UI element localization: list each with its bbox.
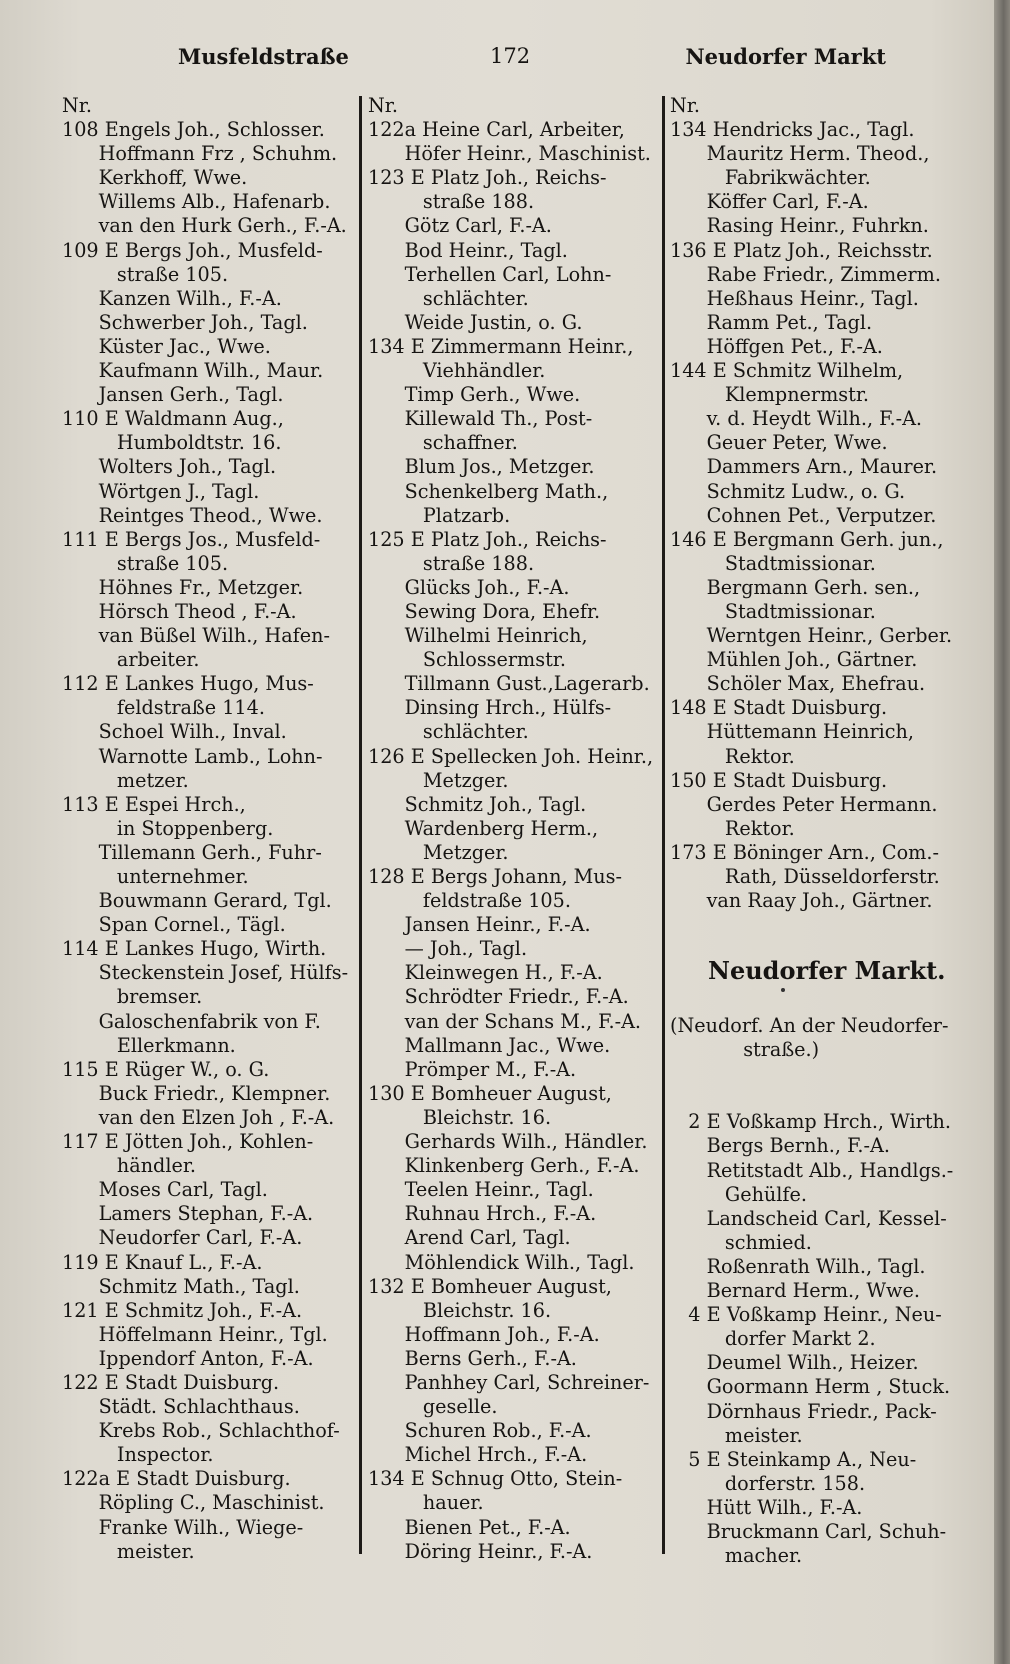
directory-line: 150 E Stadt Duisburg. [670,768,888,792]
directory-line: Rektor. [670,816,795,840]
directory-line: Killewald Th., Post- [368,407,593,431]
directory-line: van Büßel Wilh., Hafen- [62,624,330,648]
directory-line: Inspector. [62,1443,214,1467]
directory-line: Arend Carl, Tagl. [368,1226,571,1250]
directory-line: Nr. [62,94,92,117]
directory-line: Lamers Stephan, F.-A. [62,1202,314,1226]
directory-line: 128 E Bergs Johann, Mus- [368,865,622,888]
directory-line: Kleinwegen H., F.-A. [368,961,603,985]
directory-line: Rasing Heinr., Fuhrkn. [670,214,929,238]
section-line: Bruckmann Carl, Schuh- [670,1519,947,1543]
directory-line: 134 Hendricks Jac., Tagl. [670,118,915,142]
directory-line: 144 E Schmitz Wilhelm, [670,359,904,383]
header-street-left: Musfeldstraße [178,44,349,69]
section-line [670,1062,953,1086]
directory-line: Schwerber Joh., Tagl. [62,310,308,334]
directory-line: Fabrikwächter. [670,166,871,190]
directory-line: bremser. [62,985,203,1009]
directory-line: hauer. [368,1491,484,1515]
directory-line: Metzger. [368,768,509,792]
section-line: Dörnhaus Friedr., Pack- [670,1399,937,1423]
directory-line: Hoffmann Frz , Schuhm. [62,142,338,166]
directory-line: Steckenstein Josef, Hülfs- [62,961,349,985]
directory-line: 126 E Spellecken Joh. Heinr., [368,744,654,768]
directory-line: van der Schans M., F.-A. [368,1009,642,1033]
directory-line: Schenkelberg Math., [368,479,609,503]
directory-line: Gerhards Wilh., Händler. [368,1130,648,1154]
directory-line: Götz Carl, F.-A. [368,214,552,238]
directory-line: Blum Jos., Metzger. [368,455,595,479]
directory-line: Krebs Rob., Schlachthof- [62,1419,340,1443]
section-line: 4 E Voßkamp Heinr., Neu- [670,1303,942,1327]
section-line: Deumel Wilh., Heizer. [670,1351,919,1375]
directory-line: Bleichstr. 16. [368,1105,552,1129]
directory-line: 122 E Stadt Duisburg. [62,1370,280,1394]
directory-line: straße 105. [62,262,229,286]
directory-line: Panhhey Carl, Schreiner- [368,1370,650,1394]
directory-line: Bienen Pet., F.-A. [368,1515,571,1539]
directory-line: unternehmer. [62,865,249,888]
directory-line: Gerdes Peter Hermann. [670,792,938,816]
directory-line: Döring Heinr., F.-A. [368,1539,593,1563]
directory-line: Schmitz Ludw., o. G. [670,479,906,503]
directory-line: Ramm Pet., Tagl. [670,310,873,334]
directory-line: Klinkenberg Gerh., F.-A. [368,1154,640,1178]
directory-line: Geuer Peter, Wwe. [670,431,888,455]
directory-line: Werntgen Heinr., Gerber. [670,624,953,648]
section-line: meister. [670,1423,803,1447]
section-line: macher. [670,1544,803,1568]
directory-line: 114 E Lankes Hugo, Wirth. [62,937,327,961]
directory-line: Kaufmann Wilh., Maur. [62,359,324,383]
column-1 [62,94,352,1564]
directory-line: Bleichstr. 16. [368,1298,552,1322]
directory-line: 109 E Bergs Joh., Musfeld- [62,238,323,262]
directory-line: 146 E Bergmann Gerh. jun., [670,527,944,551]
directory-line: Ellerkmann. [62,1033,236,1057]
directory-line: Humboldtstr. 16. [62,431,282,455]
directory-line: 130 E Bomheuer August, [368,1081,612,1105]
directory-line: Schmitz Joh., Tagl. [368,792,587,816]
directory-line: Höfer Heinr., Maschinist. [368,142,651,166]
directory-line: Glücks Joh., F.-A. [368,575,570,599]
directory-line: Dammers Arn., Maurer. [670,455,938,479]
directory-line: Timp Gerh., Wwe. [368,383,581,407]
directory-line: 173 E Böninger Arn., Com.- [670,840,939,864]
directory-line: Wörtgen J., Tagl. [62,479,260,503]
directory-line: Bergmann Gerh. sen., [670,575,921,599]
section-line: dorferstr. 158. [670,1471,866,1495]
directory-line: Nr. [670,94,700,117]
section-line: Goormann Herm , Stuck. [670,1375,951,1399]
directory-line: Moses Carl, Tagl. [62,1178,268,1202]
directory-line: Hörsch Theod , F.-A. [62,599,297,623]
directory-line: Dinsing Hrch., Hülfs- [368,696,612,720]
column-3 [670,94,960,913]
directory-line: 119 E Knauf L., F.-A. [62,1250,263,1274]
section-line: 5 E Steinkamp A., Neu- [670,1447,917,1471]
directory-line: Warnotte Lamb., Lohn- [62,744,323,768]
header-street-right: Neudorfer Markt [685,44,886,69]
section-line: Retitstadt Alb., Handlgs.- [670,1158,954,1182]
directory-line: Span Cornel., Tägl. [62,913,286,937]
directory-line: 110 E Waldmann Aug., [62,407,284,431]
directory-line: Buck Friedr., Klempner. [62,1081,331,1105]
column-2 [368,94,658,1564]
directory-line: Nr. [368,94,398,117]
section-line: Gehülfe. [670,1182,807,1206]
directory-line: 148 E Stadt Duisburg. [670,696,888,720]
directory-line: schlächter. [368,286,529,310]
directory-line: Rabe Friedr., Zimmerm. [670,262,941,286]
directory-line: 117 E Jötten Joh., Kohlen- [62,1130,314,1154]
directory-line: Mauritz Herm. Theod., [670,142,930,166]
directory-line: 111 E Bergs Jos., Musfeld- [62,527,321,551]
section-line: (Neudorf. An der Neudorfer- [670,1014,949,1037]
directory-line: 113 E Espei Hrch., [62,792,246,816]
directory-line: Kanzen Wilh., F.-A. [62,286,282,310]
directory-line: 122a E Stadt Duisburg. [62,1467,291,1491]
directory-line: Stadtmissionar. [670,551,876,575]
stray-mark [781,988,785,992]
directory-line: Bod Heinr., Tagl. [368,238,568,262]
page-edge [994,0,1010,1664]
section-line: Roßenrath Wilh., Tagl. [670,1254,926,1278]
directory-line: v. d. Heydt Wilh., F.-A. [670,407,923,431]
directory-line: feldstraße 114. [62,696,265,720]
directory-line: Schoel Wilh., Inval. [62,720,287,744]
directory-line: metzer. [62,768,189,792]
directory-line: Heßhaus Heinr., Tagl. [670,286,919,310]
directory-line: Terhellen Carl, Lohn- [368,262,612,286]
directory-line: Mallmann Jac., Wwe. [368,1033,611,1057]
directory-line: Rath, Düsseldorferstr. [670,865,940,888]
directory-line: 134 E Zimmermann Heinr., [368,334,634,358]
directory-line: Schuren Rob., F.-A. [368,1419,592,1443]
section-line: Hütt Wilh., F.-A. [670,1495,863,1519]
section-entries [670,1014,953,1568]
directory-line: straße 105. [62,551,229,575]
directory-line: Klempnermstr. [670,383,869,407]
section-line: 2 E Voßkamp Hrch., Wirth. [670,1110,951,1134]
directory-line: Schmitz Math., Tagl. [62,1274,300,1298]
directory-line: Galoschenfabrik von F. [62,1009,321,1033]
directory-line: Wilhelmi Heinrich, [368,624,588,648]
column-divider-1 [359,96,362,1554]
directory-line: Jansen Heinr., F.-A. [368,913,591,937]
directory-line: Weide Justin, o. G. [368,310,583,334]
directory-line: Hoffmann Joh., F.-A. [368,1322,600,1346]
directory-line: Berns Gerh., F.-A. [368,1346,577,1370]
directory-line: Küster Jac., Wwe. [62,334,271,358]
directory-line: arbeiter. [62,648,200,672]
directory-line: Städt. Schlachthaus. [62,1395,300,1419]
directory-line: Franke Wilh., Wiege- [62,1515,304,1539]
page-number: 172 [490,44,531,68]
directory-line: Teelen Heinr., Tagl. [368,1178,594,1202]
section-line: schmied. [670,1230,812,1254]
directory-line: meister. [62,1539,195,1563]
directory-line: schaffner. [368,431,518,455]
directory-line: Hüttemann Heinrich, [670,720,915,744]
directory-line: 125 E Platz Joh., Reichs- [368,527,607,551]
directory-line: Möhlendick Wilh., Tagl. [368,1250,635,1274]
directory-line: Mühlen Joh., Gärtner. [670,648,918,672]
section-line: straße.) [670,1038,820,1062]
directory-line: van Raay Joh., Gärtner. [670,889,933,913]
directory-line: feldstraße 105. [368,889,571,913]
directory-line: Neudorfer Carl, F.-A. [62,1226,303,1250]
directory-line: Wolters Joh., Tagl. [62,455,277,479]
directory-line: Höffgen Pet., F.-A. [670,334,883,358]
directory-line: — Joh., Tagl. [368,937,528,961]
directory-line: Schöler Max, Ehefrau. [670,672,926,696]
column-divider-2 [662,96,665,1554]
directory-line: Schrödter Friedr., F.-A. [368,985,629,1009]
directory-line: geselle. [368,1395,498,1419]
directory-line: Wardenberg Herm., [368,816,599,840]
directory-line: Cohnen Pet., Verputzer. [670,503,937,527]
directory-line: Ruhnau Hrch., F.-A. [368,1202,597,1226]
directory-line: Tillemann Gerh., Fuhr- [62,840,322,864]
section-line: Landscheid Carl, Kessel- [670,1206,947,1230]
directory-line: Reintges Theod., Wwe. [62,503,323,527]
section-line [670,1086,953,1110]
directory-line: Schlossermstr. [368,648,566,672]
directory-line: Stadtmissionar. [670,599,876,623]
directory-line: 112 E Lankes Hugo, Mus- [62,672,314,696]
directory-line: straße 188. [368,551,535,575]
directory-line: 122a Heine Carl, Arbeiter, [368,118,625,142]
directory-line: Metzger. [368,840,509,864]
directory-line: schlächter. [368,720,529,744]
directory-line: händler. [62,1154,196,1178]
directory-line: Platzarb. [368,503,511,527]
directory-line: straße 188. [368,190,535,214]
section-line: Bergs Bernh., F.-A. [670,1134,890,1158]
directory-line: 134 E Schnug Otto, Stein- [368,1467,623,1491]
directory-line: 108 Engels Joh., Schlosser. [62,118,325,142]
directory-line: Tillmann Gust.,Lagerarb. [368,672,650,696]
directory-line: Viehhändler. [368,359,546,383]
directory-line: in Stoppenberg. [62,816,274,840]
directory-line: Bouwmann Gerard, Tgl. [62,889,332,913]
section-line: dorfer Markt 2. [670,1327,876,1351]
directory-line: Michel Hrch., F.-A. [368,1443,588,1467]
directory-line: Prömper M., F.-A. [368,1057,577,1081]
directory-line: Höffelmann Heinr., Tgl. [62,1322,328,1346]
page-header [60,44,886,80]
directory-line: 115 E Rüger W., o. G. [62,1057,270,1081]
directory-line: 123 E Platz Joh., Reichs- [368,166,607,190]
section-line: Bernard Herm., Wwe. [670,1279,920,1303]
directory-line: Köffer Carl, F.-A. [670,190,869,214]
directory-line: Röpling C., Maschinist. [62,1491,325,1515]
directory-line: Rektor. [670,744,795,768]
directory-line: Jansen Gerh., Tagl. [62,383,284,407]
directory-line: Sewing Dora, Ehefr. [368,599,601,623]
directory-line: Willems Alb., Hafenarb. [62,190,331,214]
directory-line: van den Elzen Joh , F.-A. [62,1105,335,1129]
directory-line: van den Hurk Gerh., F.-A. [62,214,347,238]
section-heading: Neudorfer Markt. [708,956,946,985]
directory-line: 132 E Bomheuer August, [368,1274,612,1298]
directory-line: 136 E Platz Joh., Reichsstr. [670,238,933,262]
directory-line: 121 E Schmitz Joh., F.-A. [62,1298,303,1322]
directory-line: Kerkhoff, Wwe. [62,166,248,190]
directory-line: Ippendorf Anton, F.-A. [62,1346,314,1370]
directory-line: Höhnes Fr., Metzger. [62,575,304,599]
